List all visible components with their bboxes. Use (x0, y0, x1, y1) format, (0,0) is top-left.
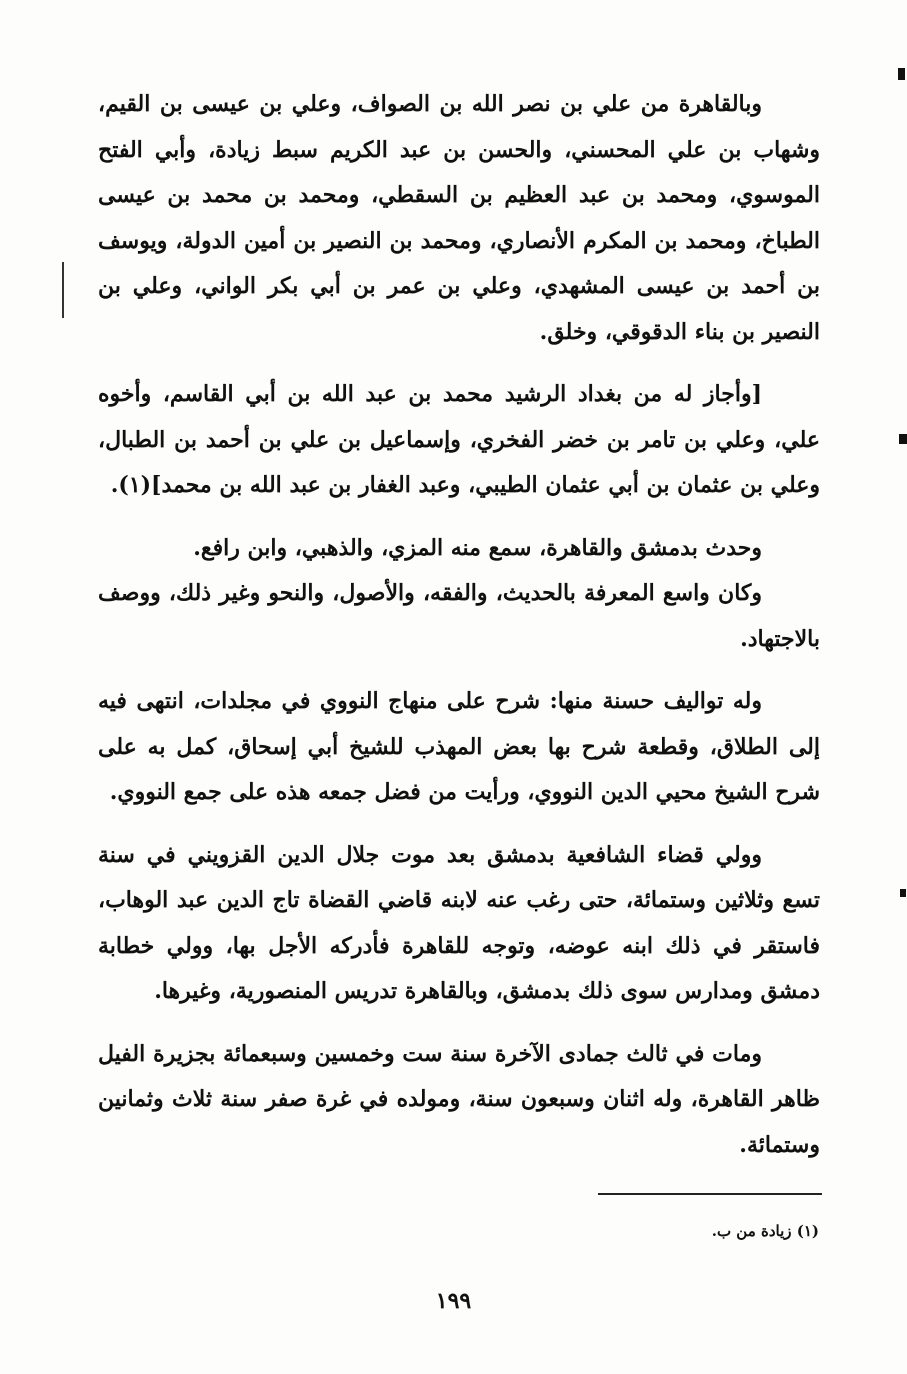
paragraph-death: ومات في ثالث جمادى الآخرة سنة ست وخمسين وسبعمائة بجزيرة الفيل ظاهر القاهرة، وله اثنان وسبعون سنة، ومولده في غرة صفر سنة ثلاث وثمانين وستمائة. (98, 1040, 820, 1158)
margin-mark-line (62, 262, 64, 318)
footnote: (١) زيادة من ب. (711, 1222, 819, 1240)
footnote-separator (598, 1193, 822, 1195)
paragraph-works: وله تواليف حسنة منها: شرح على منهاج النووي في مجلدات، انتهى فيه إلى الطلاق، وقطعة شرح بها بعض المهذب للشيخ أبي إسحاق، كمل به على شرح الشيخ محيي الدين النووي، ورأيت من فضل جمعه هذه على جمع النووي. (98, 688, 820, 805)
paragraph-ijaza-baghdad: [وأجاز له من بغداد الرشيد محمد بن عبد الله بن أبي القاسم، وأخوه علي، وعلي بن تامر بن خضر الفخري، وإسماعيل بن علي بن أحمد بن الطبال، وعلي بن عثمان بن أبي عثمان الطيبي، وعبد الغفار بن عبد الله بن محمد](١). (98, 381, 820, 498)
paragraph-hadith-narration: وحدث بدمشق والقاهرة، سمع منه المزي، والذهبي، وابن رافع. (193, 534, 762, 561)
paragraph-judgeship: وولي قضاء الشافعية بدمشق بعد موت جلال الدين القزويني في سنة تسع وثلاثين وستمائة، حتى رغب عنه لابنه قاضي القضاة تاج الدين عبد الوهاب، فاستقر في ذلك ابنه عوضه، وتوجه للقاهرة فأدركه الأجل بها، وولي خطابة دمشق ومدارس سوى ذلك بدمشق، وبالقاهرة تدريس المنصورية، وغيرها. (98, 841, 820, 1004)
body-text (98, 82, 820, 1168)
scan-edge-mark (898, 68, 905, 80)
scan-edge-mark (899, 434, 907, 444)
page-number: ١٩٩ (435, 1288, 472, 1314)
paragraph-teachers-cairo: وبالقاهرة من علي بن نصر الله بن الصواف، وعلي بن عيسى بن القيم، وشهاب بن علي المحسني، والحسن بن عبد الكريم سبط زيادة، وأبي الفتح الموسوي، ومحمد بن عبد العظيم بن السقطي، ومحمد بن محمد بن عيسى الطباخ، ومحمد بن المكرم الأنصاري، ومحمد بن النصير بن أمين الدولة، ويوسف بن أحمد بن عيسى المشهدي، وعلي بن عمر بن أبي بكر الواني، وعلي بن النصير بن بناء الدقوقي، وخلق. (98, 91, 820, 345)
scan-edge-mark (900, 889, 906, 897)
paragraph-knowledge: وكان واسع المعرفة بالحديث، والفقه، والأصول، والنحو وغير ذلك، ووصف بالاجتهاد. (98, 580, 820, 652)
